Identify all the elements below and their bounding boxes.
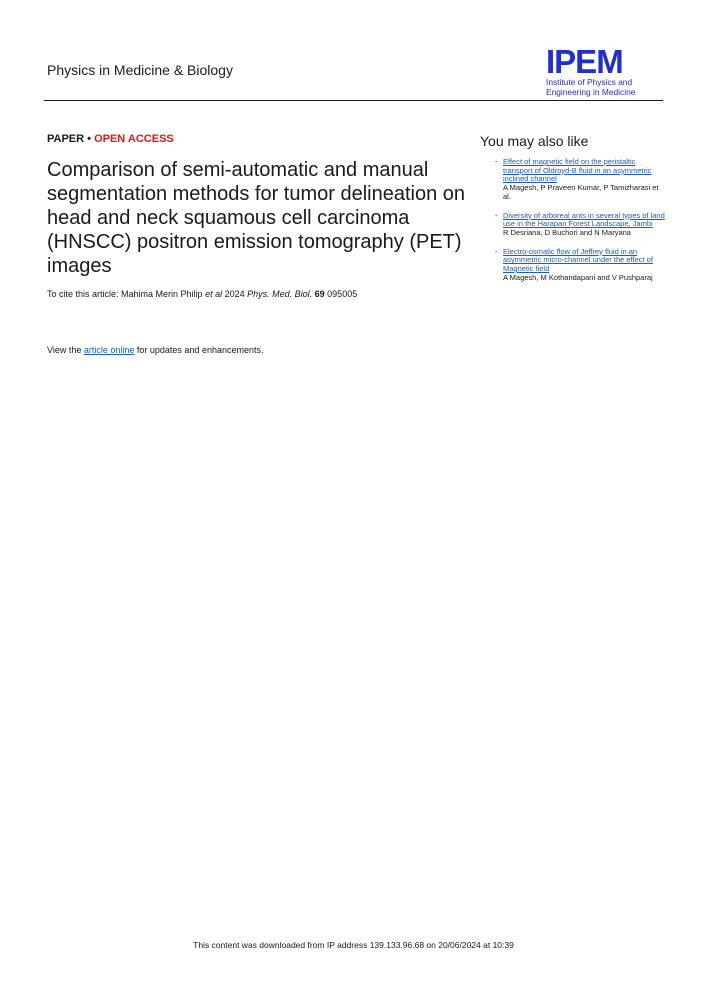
related-article-link[interactable]: Effect of magnetic field on the peristaltic transport of Oldroyd-B fluid in an asymmetric inclined channel — [503, 157, 652, 184]
logo-text — [546, 78, 642, 97]
citation-et-al: et al — [205, 289, 223, 299]
related-article-link[interactable]: Diversity of arboreal ants in several types of land use in the Harapan Forest Landscape, Jambi — [503, 210, 665, 229]
journal-name: Physics in Medicine & Biology — [47, 62, 233, 78]
article-type — [47, 133, 174, 145]
list-dash: - — [495, 246, 498, 256]
citation-journal: Phys. Med. Biol. — [247, 289, 313, 299]
logo-mark: IPEM — [546, 43, 623, 80]
open-access-label: OPEN ACCESS — [94, 133, 174, 145]
logo-line-1: Institute of Physics and — [546, 77, 633, 87]
related-list — [495, 158, 665, 292]
article-online-link[interactable]: article online — [83, 345, 135, 355]
related-authors: A Magesh, M Kothandapani and V Pushparaj — [503, 272, 653, 282]
citation-year: 2024 — [222, 289, 248, 299]
list-dash: - — [495, 210, 498, 220]
related-item — [495, 158, 665, 202]
related-item — [495, 212, 665, 238]
citation-volume: 69 — [314, 289, 325, 299]
related-heading: You may also like — [480, 133, 589, 149]
related-item — [495, 248, 665, 283]
citation — [47, 289, 357, 299]
ipem-logo[interactable] — [546, 43, 642, 97]
download-footer: This content was downloaded from IP address 139.133.96.68 on 20/06/2024 at 10:39 — [193, 940, 514, 950]
citation-prefix: To cite this article: Mahima Merin Philip — [47, 289, 206, 299]
list-dash: - — [495, 157, 498, 166]
paper-label: PAPER — [47, 133, 85, 145]
view-online-suffix: for updates and enhancements. — [134, 345, 264, 355]
related-authors: R Desriana, D Buchori and N Maryana — [503, 227, 631, 237]
view-online — [47, 345, 263, 355]
article-title: Comparison of semi-automatic and manual segmentation methods for tumor delineation on head and neck squamous cell carcinoma (HNSCC) positron emission tomography (PET) images — [47, 159, 466, 277]
view-online-prefix: View the — [47, 345, 84, 355]
citation-article-number: 095005 — [324, 289, 358, 299]
logo-line-2: Engineering in Medicine — [546, 86, 636, 97]
header-divider — [44, 100, 663, 101]
type-separator: • — [87, 133, 92, 145]
related-authors: A Magesh, P Praveen Kumar, P Tamizharasi et al. — [503, 183, 659, 201]
related-article-link[interactable]: Electro-osmatic flow of Jeffrey fluid in an asymmetric micro-channel under the effect of Magnetic field — [503, 246, 653, 274]
